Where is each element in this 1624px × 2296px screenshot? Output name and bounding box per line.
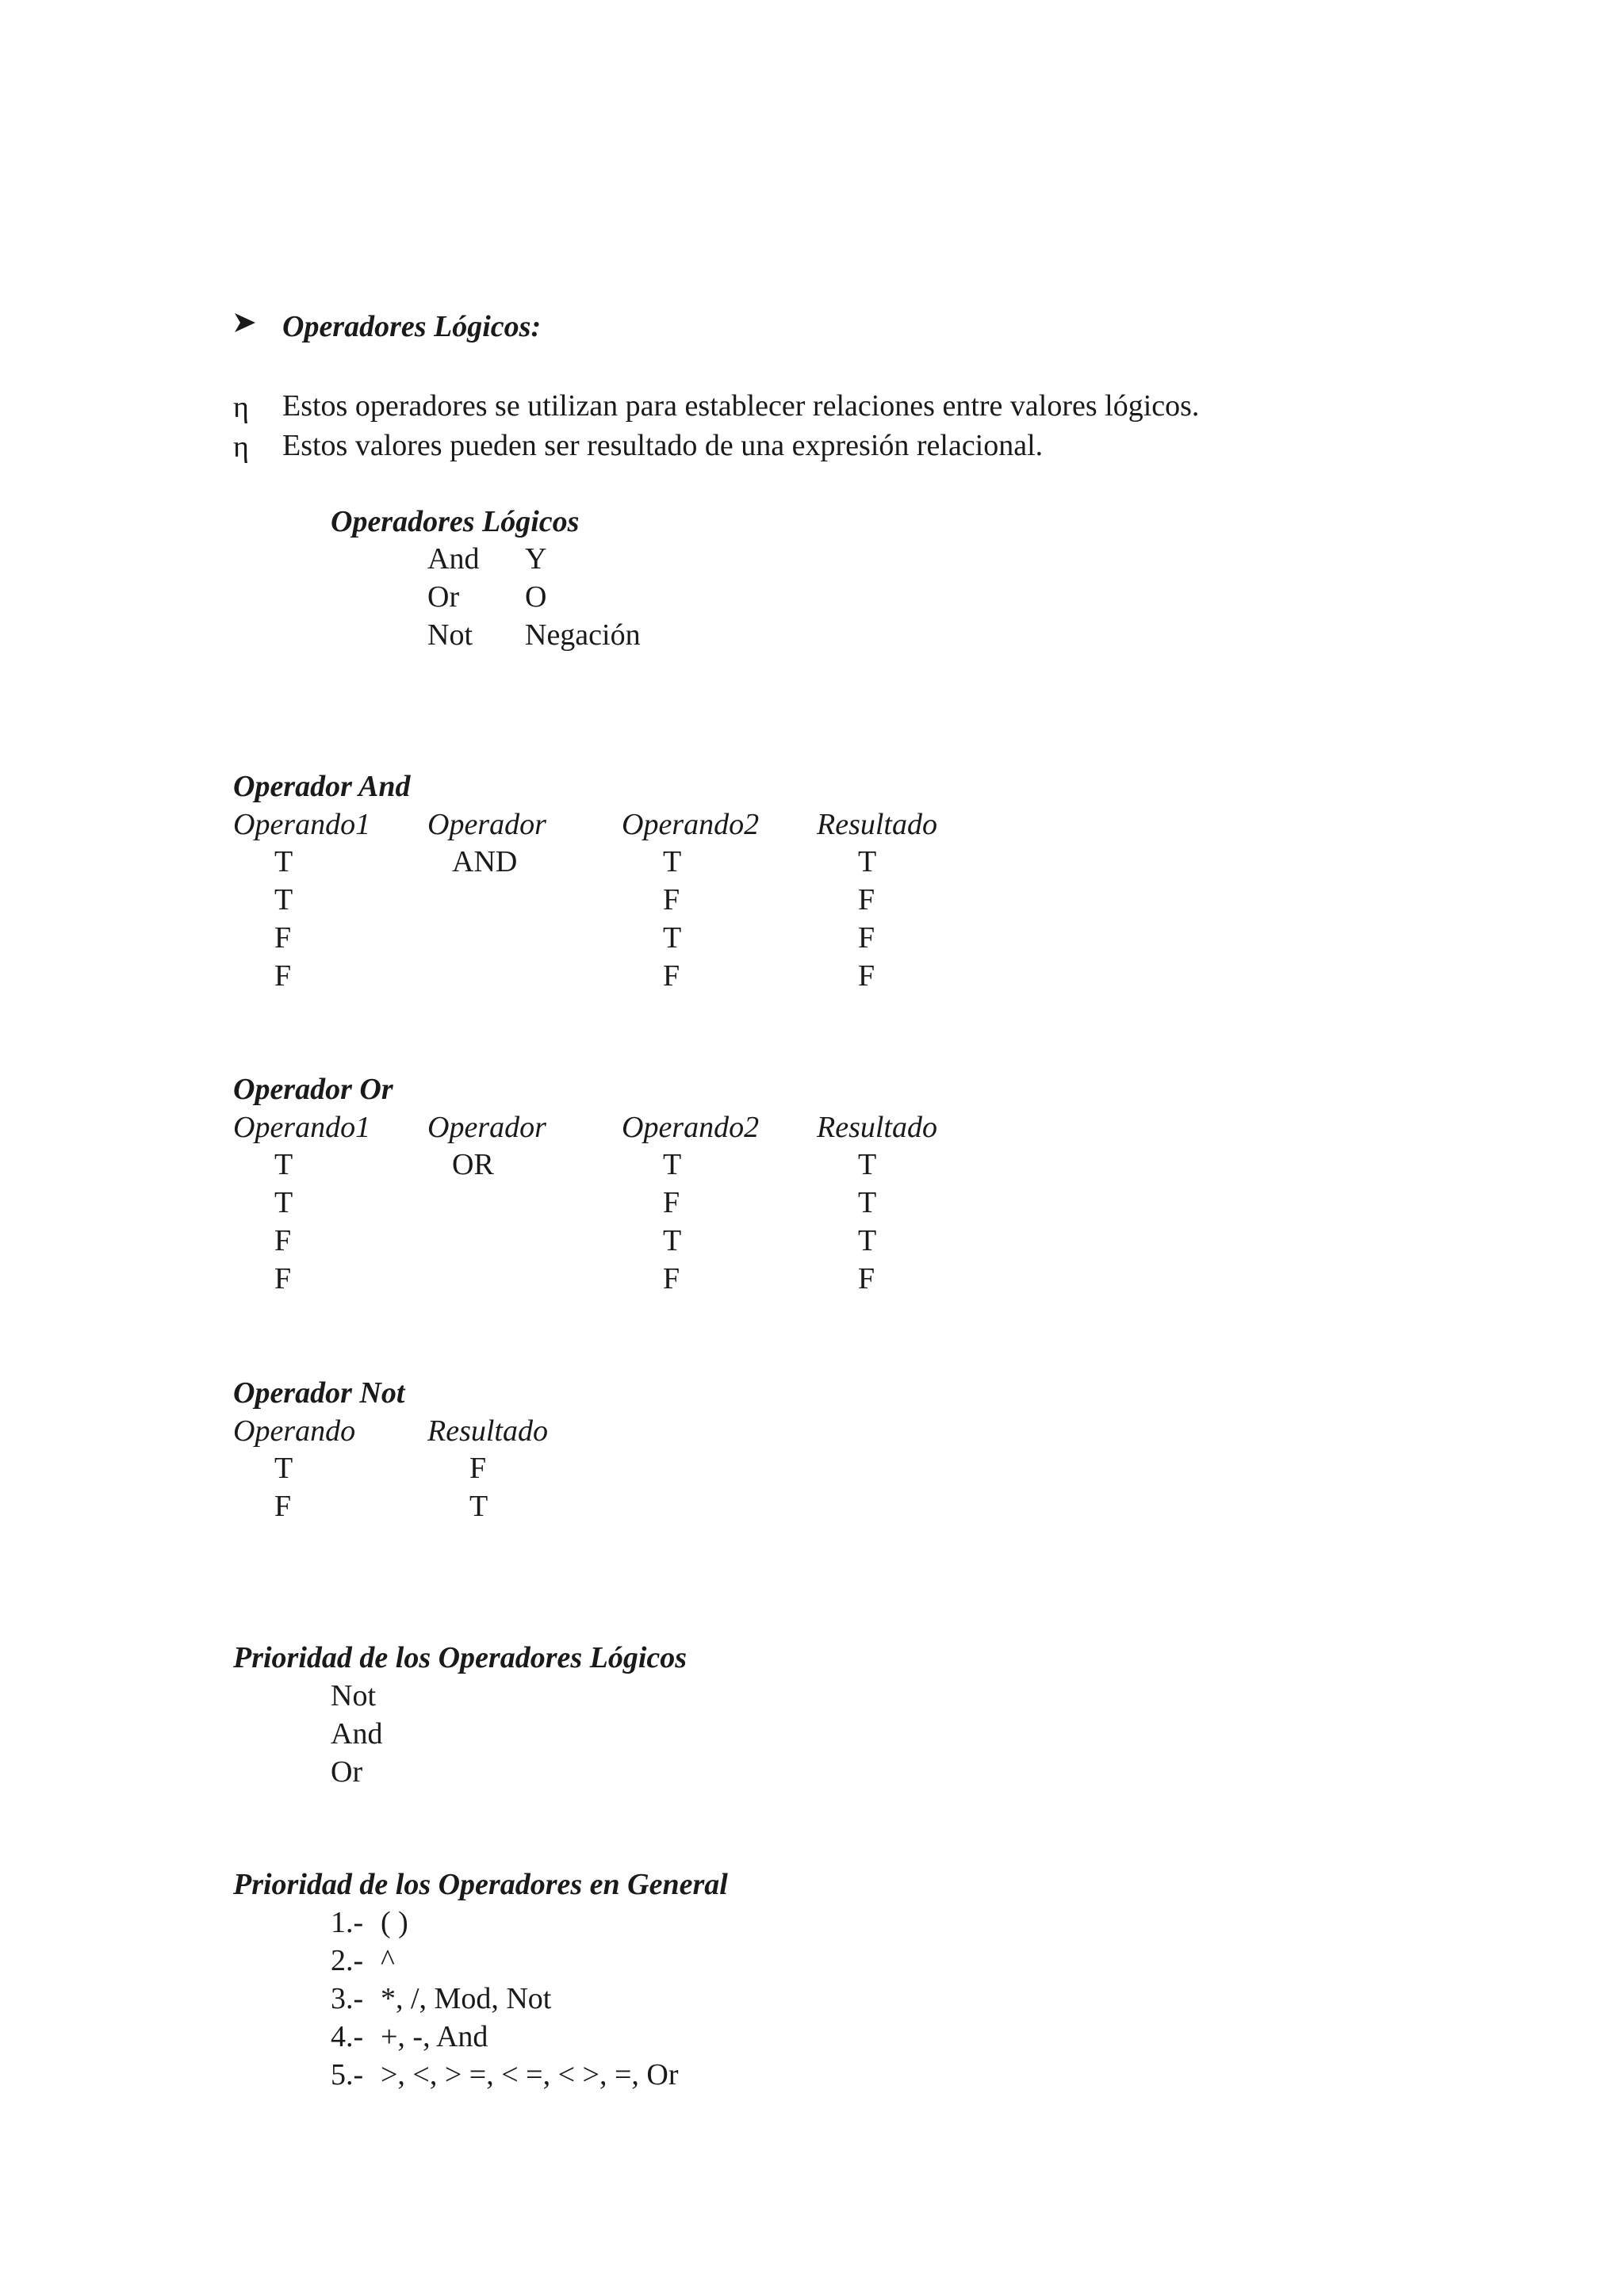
general-priority-text: ^: [381, 1944, 395, 1977]
arrowhead-bullet-icon: [233, 311, 257, 335]
section-heading: Operadores Lógicos:: [282, 310, 542, 343]
or-operator-label: OR: [452, 1148, 494, 1181]
or-cell: F: [274, 1224, 292, 1257]
general-priority-text: +, -, And: [381, 2020, 488, 2053]
logical-priority-item: And: [331, 1717, 383, 1751]
and-header-resultado: Resultado: [817, 808, 937, 841]
and-cell: F: [274, 921, 292, 955]
eta-bullet-icon: η: [233, 430, 249, 464]
bullet-text: Estos valores pueden ser resultado de una expresión relacional.: [282, 429, 1044, 462]
or-cell: F: [858, 1262, 875, 1295]
general-priority-text: ( ): [381, 1906, 408, 1939]
eta-bullet-icon: η: [233, 391, 249, 424]
general-priority-number: 2.-: [331, 1944, 364, 1977]
and-cell: F: [858, 883, 875, 916]
and-header-operando2: Operando2: [622, 808, 760, 841]
or-cell: F: [274, 1262, 292, 1295]
or-header-resultado: Resultado: [817, 1111, 937, 1144]
bullet-text: Estos operadores se utilizan para establecer relaciones entre valores lógicos.: [282, 389, 1200, 423]
or-cell: T: [858, 1148, 877, 1181]
not-cell: T: [469, 1490, 488, 1523]
general-priority-number: 5.-: [331, 2058, 364, 2091]
and-cell: F: [274, 959, 292, 993]
not-cell: F: [469, 1452, 487, 1485]
not-header-resultado: Resultado: [427, 1414, 548, 1448]
or-cell: T: [858, 1186, 877, 1219]
operator-meaning: Y: [525, 542, 547, 576]
or-header-operador: Operador: [427, 1111, 546, 1144]
and-cell: T: [663, 845, 682, 878]
operator-name: Or: [427, 580, 460, 614]
and-header-operando1: Operando1: [233, 808, 371, 841]
and-cell: T: [858, 845, 877, 878]
or-table-title: Operador Or: [233, 1073, 393, 1106]
logical-priority-title: Prioridad de los Operadores Lógicos: [233, 1641, 688, 1674]
general-priority-number: 1.-: [331, 1906, 364, 1939]
and-cell: F: [663, 959, 680, 993]
general-priority-text: >, <, > =, < =, < >, =, Or: [381, 2058, 679, 2091]
and-cell: F: [858, 921, 875, 955]
and-cell: T: [663, 921, 682, 955]
not-table-title: Operador Not: [233, 1376, 405, 1410]
or-cell: T: [858, 1224, 877, 1257]
operator-name: Not: [427, 618, 473, 652]
general-priority-number: 3.-: [331, 1982, 364, 2015]
and-cell: T: [274, 883, 293, 916]
or-header-operando1: Operando1: [233, 1111, 371, 1144]
logical-priority-item: Or: [331, 1755, 363, 1789]
or-header-operando2: Operando2: [622, 1111, 760, 1144]
operators-block-title: Operadores Lógicos: [331, 505, 580, 538]
or-cell: F: [663, 1262, 680, 1295]
operator-name: And: [427, 542, 480, 576]
and-cell: F: [858, 959, 875, 993]
and-table-title: Operador And: [233, 770, 411, 803]
operator-meaning: Negación: [525, 618, 641, 652]
and-cell: T: [274, 845, 293, 878]
logical-priority-item: Not: [331, 1679, 376, 1712]
or-cell: T: [274, 1186, 293, 1219]
or-cell: F: [663, 1186, 680, 1219]
or-cell: T: [663, 1224, 682, 1257]
and-operator-label: AND: [452, 845, 518, 878]
not-cell: F: [274, 1490, 292, 1523]
general-priority-text: *, /, Mod, Not: [381, 1982, 552, 2015]
and-cell: F: [663, 883, 680, 916]
and-header-operador: Operador: [427, 808, 546, 841]
general-priority-title: Prioridad de los Operadores en General: [233, 1868, 728, 1901]
or-cell: T: [274, 1148, 293, 1181]
operator-meaning: O: [525, 580, 547, 614]
general-priority-number: 4.-: [331, 2020, 364, 2053]
or-cell: T: [663, 1148, 682, 1181]
not-header-operando: Operando: [233, 1414, 356, 1448]
not-cell: T: [274, 1452, 293, 1485]
